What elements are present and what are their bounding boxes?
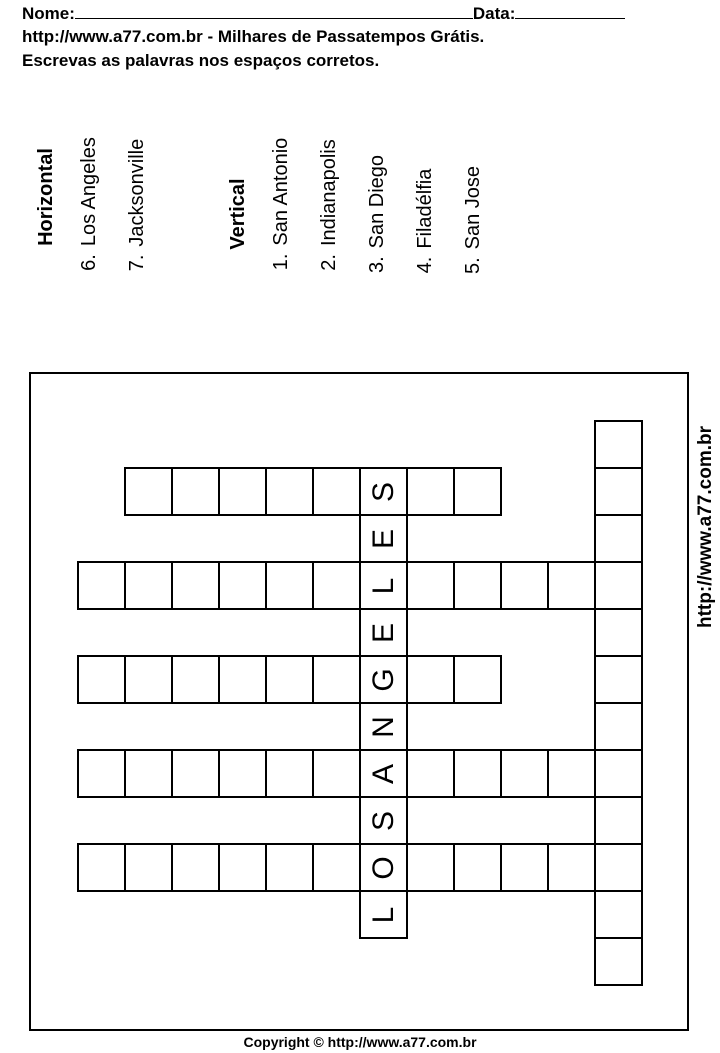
grid-cell[interactable] (594, 514, 643, 563)
grid-cell[interactable] (171, 655, 220, 704)
grid-cell[interactable] (312, 467, 361, 516)
grid-cell[interactable] (171, 843, 220, 892)
grid-cell[interactable] (312, 655, 361, 704)
grid-cell[interactable] (77, 749, 126, 798)
name-label: Nome: (22, 4, 75, 23)
grid-cell[interactable] (265, 467, 314, 516)
grid-cell[interactable] (406, 749, 455, 798)
grid-cell[interactable] (500, 843, 549, 892)
clue-vertical-1 (269, 138, 293, 271)
grid-cell[interactable] (265, 749, 314, 798)
grid-cell[interactable] (124, 749, 173, 798)
grid-cell[interactable] (453, 467, 502, 516)
clue-number: 1. (270, 253, 292, 271)
grid-cell[interactable] (594, 608, 643, 657)
grid-cell[interactable] (359, 561, 408, 610)
grid-letter: E (366, 622, 400, 643)
grid-cell[interactable] (547, 843, 596, 892)
grid-cell[interactable] (406, 655, 455, 704)
grid-cell[interactable] (406, 467, 455, 516)
vertical-title: Vertical (227, 178, 249, 250)
grid-cell[interactable] (594, 702, 643, 751)
grid-cell[interactable] (265, 843, 314, 892)
grid-cell[interactable] (453, 655, 502, 704)
clue-vertical-4 (413, 169, 437, 274)
grid-cell[interactable] (312, 843, 361, 892)
clue-word: San Diego (366, 154, 388, 249)
grid-cell[interactable] (124, 467, 173, 516)
grid-cell[interactable] (265, 655, 314, 704)
grid-cell[interactable] (359, 890, 408, 939)
clue-horizontal-7 (125, 139, 149, 272)
grid-cell[interactable] (594, 890, 643, 939)
grid-letter: S (366, 481, 400, 502)
grid-cell[interactable] (218, 561, 267, 610)
grid-cell[interactable] (453, 843, 502, 892)
grid-cell[interactable] (547, 561, 596, 610)
clue-word: Indianapolis (318, 139, 340, 247)
grid-cell[interactable] (453, 561, 502, 610)
grid-cell[interactable] (359, 514, 408, 563)
grid-letter: S (366, 810, 400, 831)
grid-cell[interactable] (312, 749, 361, 798)
grid-cell[interactable] (359, 796, 408, 845)
clue-number: 2. (318, 254, 340, 271)
clue-number: 3. (366, 256, 388, 274)
clue-vertical-3 (365, 155, 389, 273)
clue-number: 5. (462, 257, 484, 275)
date-blank (515, 3, 625, 19)
grid-cell[interactable] (594, 749, 643, 798)
grid-cell[interactable] (547, 749, 596, 798)
grid-cell[interactable] (124, 561, 173, 610)
side-url: http://www.a77.com.br (695, 426, 716, 628)
clue-number: 6. (78, 254, 100, 271)
grid-cell[interactable] (594, 937, 643, 986)
clue-number: 7. (126, 254, 148, 272)
grid-cell[interactable] (77, 561, 126, 610)
grid-cell[interactable] (359, 655, 408, 704)
grid-cell[interactable] (265, 561, 314, 610)
grid-cell[interactable] (77, 655, 126, 704)
clue-word: Los Angeles (78, 137, 100, 247)
grid-letter: A (366, 763, 400, 784)
date-label: Data: (472, 4, 516, 23)
grid-letter: E (366, 528, 400, 549)
clue-word: San Jose (462, 165, 484, 250)
clue-number: 4. (414, 256, 436, 274)
grid-cell[interactable] (359, 843, 408, 892)
grid-cell[interactable] (406, 843, 455, 892)
grid-cell[interactable] (124, 843, 173, 892)
grid-cell[interactable] (218, 749, 267, 798)
grid-cell[interactable] (218, 467, 267, 516)
clue-vertical-5 (461, 166, 485, 274)
grid-letter: O (366, 855, 400, 880)
copyright: Copyright © http://www.a77.com.br (243, 1034, 477, 1050)
grid-letter: L (366, 906, 400, 923)
instruction-line: Escrevas as palavras nos espaços corretos. (22, 51, 380, 70)
grid-cell[interactable] (218, 843, 267, 892)
clue-horizontal-6 (77, 137, 101, 271)
clue-vertical-2 (317, 139, 341, 270)
grid-cell[interactable] (594, 655, 643, 704)
name-date-line (22, 3, 625, 24)
grid-cell[interactable] (312, 561, 361, 610)
name-blank (75, 3, 473, 19)
grid-cell[interactable] (171, 467, 220, 516)
grid-cell[interactable] (359, 749, 408, 798)
grid-letter: N (366, 715, 400, 738)
grid-cell[interactable] (594, 843, 643, 892)
horizontal-title: Horizontal (35, 148, 57, 246)
grid-letter: G (366, 667, 400, 692)
grid-letter: L (366, 577, 400, 594)
grid-cell[interactable] (359, 702, 408, 751)
grid-cell[interactable] (406, 561, 455, 610)
grid-cell[interactable] (171, 749, 220, 798)
grid-cell[interactable] (594, 561, 643, 610)
grid-cell[interactable] (359, 608, 408, 657)
grid-cell[interactable] (359, 467, 408, 516)
clue-word: San Antonio (270, 137, 292, 246)
clue-word: Filadélfia (414, 168, 436, 249)
grid-cell[interactable] (594, 467, 643, 516)
grid-cell[interactable] (594, 420, 643, 469)
clue-word: Jacksonville (126, 138, 148, 247)
grid-cell[interactable] (500, 561, 549, 610)
grid-cell[interactable] (171, 561, 220, 610)
site-line: http://www.a77.com.br - Milhares de Passatempos Grátis. (22, 27, 485, 46)
grid-cell[interactable] (124, 655, 173, 704)
grid-cell[interactable] (218, 655, 267, 704)
grid-cell[interactable] (594, 796, 643, 845)
grid-cell[interactable] (500, 749, 549, 798)
grid-cell[interactable] (453, 749, 502, 798)
grid-cell[interactable] (77, 843, 126, 892)
